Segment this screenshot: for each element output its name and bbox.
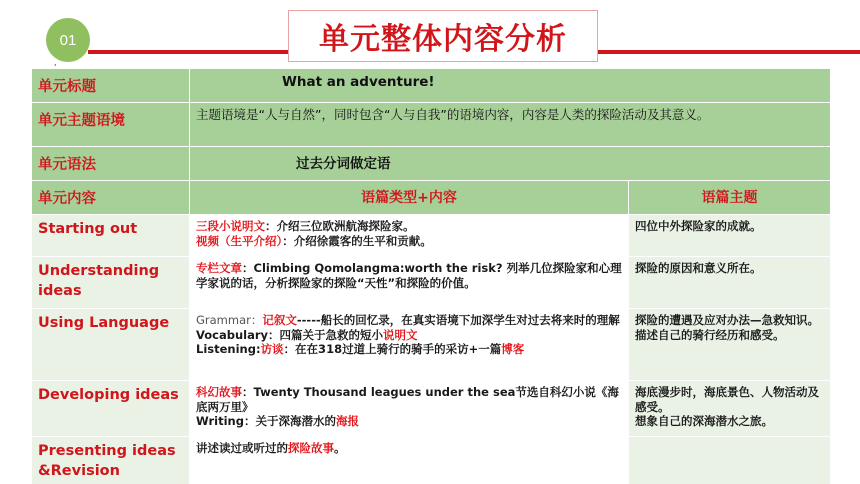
row-understanding-ideas [32, 257, 831, 309]
label-unit-content: 单元内容 [32, 181, 190, 215]
content-text: Writing：关于深海潜水的 [196, 414, 336, 428]
theme-line: 海底漫步时，海底景色、人物活动及感受。 [635, 385, 819, 414]
section-number-badge: 01 [46, 18, 90, 62]
section-theme [629, 437, 831, 484]
row-using-language [32, 309, 831, 381]
section-name: Understanding ideas [32, 257, 190, 309]
genre-label: 海报 [335, 414, 359, 428]
row-starting-out [32, 215, 831, 257]
section-theme: 探险的原因和意义所在。 [629, 257, 831, 309]
page-title: 单元整体内容分析 [319, 22, 567, 57]
content-text: Vocabulary：四篇关于急救的短小 [196, 327, 384, 342]
section-content [190, 309, 629, 381]
label-unit-context: 单元主题语境 [32, 103, 190, 147]
section-content [190, 381, 629, 437]
genre-label: 访谈 [260, 342, 284, 356]
section-theme: 四位中外探险家的成就。 [629, 215, 831, 257]
label-unit-grammar: 单元语法 [32, 147, 190, 181]
genre-label: 博客 [501, 342, 525, 356]
section-name: Using Language [32, 309, 190, 381]
section-content [190, 215, 629, 257]
content-text: ：在在318过道上骑行的骑手的采访+一篇 [283, 342, 502, 356]
row-unit-content-header [32, 181, 831, 215]
label-unit-title: 单元标题 [32, 69, 190, 103]
section-name: Starting out [32, 215, 190, 257]
column-header-type: 语篇类型+内容 [190, 181, 629, 215]
title-box [288, 10, 598, 62]
content-text: Listening: [196, 342, 261, 356]
genre-label: 三段小说明文 [196, 219, 265, 233]
row-unit-title [32, 69, 831, 103]
row-developing-ideas [32, 381, 831, 437]
content-text: -----船长的回忆录，在真实语境下加深学生对过去将来时的理解 [296, 313, 620, 327]
row-presenting-ideas [32, 437, 831, 484]
genre-label: 视频（生平介绍） [196, 233, 283, 248]
value-unit-grammar: 过去分词做定语 [190, 147, 831, 181]
value-unit-context: 主题语境是“人与自然”，同时包含“人与自我”的语境内容，内容是人类的探险活动及其意义。 [190, 103, 831, 147]
section-name: Presenting ideas &Revision [32, 437, 190, 484]
content-text: ：介绍徐霞客的生平和贡献。 [282, 233, 432, 248]
row-unit-grammar [32, 147, 831, 181]
genre-label: 说明文 [383, 327, 418, 342]
unit-analysis-table [31, 68, 831, 484]
section-theme [629, 309, 831, 381]
genre-label: 记叙文 [262, 313, 297, 327]
content-text: ：介绍三位欧洲航海探险家。 [265, 219, 415, 233]
column-header-theme: 语篇主题 [629, 181, 831, 215]
section-theme [629, 381, 831, 437]
section-content [190, 257, 629, 309]
genre-label: 探险故事 [288, 441, 334, 455]
badge-mark: , [54, 58, 57, 67]
genre-label: 科幻故事 [196, 385, 242, 399]
row-unit-context [32, 103, 831, 147]
content-text: Grammar： [196, 313, 263, 327]
value-unit-title: What an adventure! [190, 69, 831, 103]
theme-line: 探险的遭遇及应对办法—急救知识。 [635, 313, 819, 327]
theme-line: 想象自己的深海潜水之旅。 [635, 414, 773, 428]
content-text: ：Climbing Qomolangma:worth the risk? 列举几位探险家和心理学家说的话，分析探险家的探险“天性”和探险的价值。 [196, 261, 622, 290]
content-text: 讲述读过或听过的 [196, 441, 288, 455]
genre-label: 专栏文章 [196, 261, 242, 275]
content-text: ：Twenty Thousand leagues under the sea节选自科幻小说《海底两万里》 [196, 385, 619, 414]
content-text: 。 [334, 441, 346, 455]
theme-line: 描述自己的骑行经历和感受。 [635, 327, 785, 342]
section-name: Developing ideas [32, 381, 190, 437]
section-content [190, 437, 629, 484]
